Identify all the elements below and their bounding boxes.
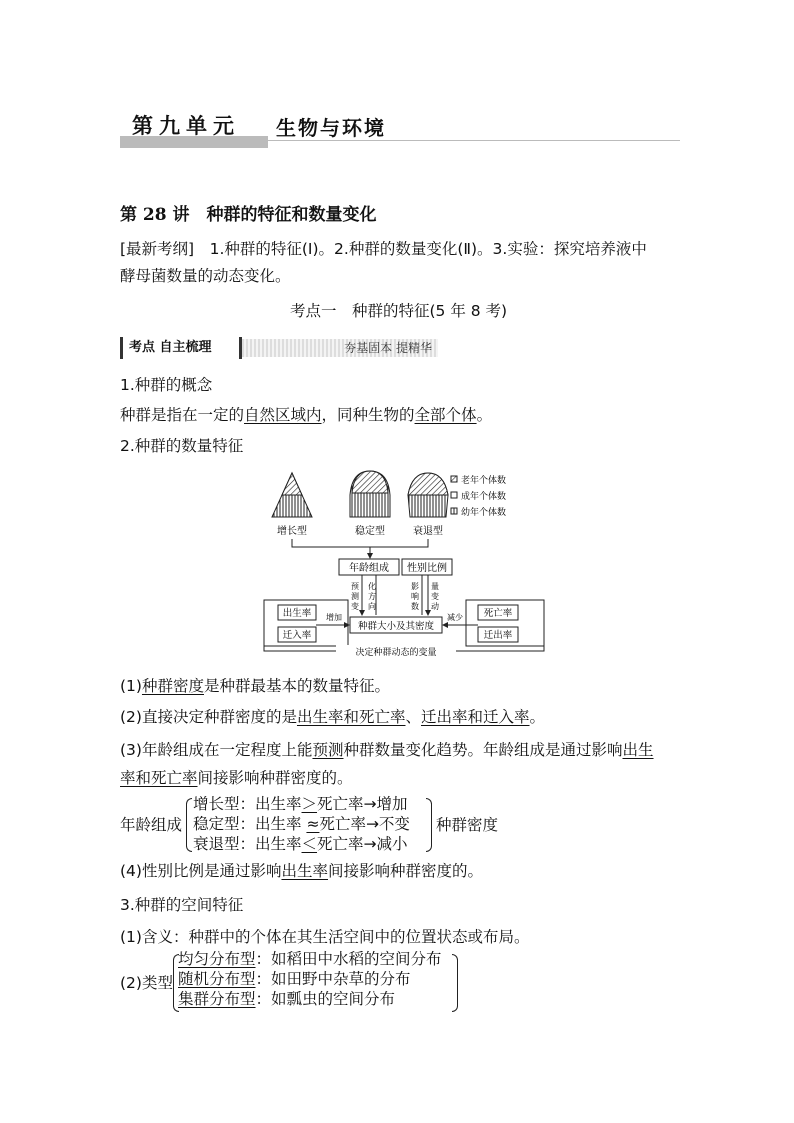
qty-1: 量 [431, 582, 439, 591]
unit-label: 第九单元 [132, 114, 240, 138]
p1-a: (1) [120, 677, 142, 695]
p3-underline-2: 出生 [622, 741, 654, 759]
label-growth: 增长型 [277, 526, 307, 537]
syllabus-line-2: 酵母菌数量的动态变化。 [120, 267, 291, 285]
death-label: 死亡率 [483, 608, 513, 619]
age-row-1 [193, 794, 408, 814]
age-label: 年龄组成 [349, 563, 389, 574]
age-brace-left [186, 798, 192, 852]
age-r2-a: 稳定型：出生率 [193, 815, 307, 833]
age-r2-sign: ≈ [306, 815, 320, 833]
age-r1-sign: ＞ [301, 795, 318, 813]
age-row-2 [193, 814, 410, 834]
s3-meaning: (1)含义：种群中的个体在其生活空间中的位置状态或布局。 [120, 928, 530, 946]
point-3-line-1 [120, 737, 654, 763]
s1-underline-1: 自然区域内 [244, 406, 322, 424]
p4-underline: 出生率 [281, 862, 328, 880]
change-1: 化 [368, 582, 376, 591]
syllabus-line-1: [最新考纲] 1.种群的特征(Ⅰ)。2.种群的数量变化(Ⅱ)。3.实验：探究培养液中 [120, 240, 647, 258]
section-banner [120, 337, 440, 359]
type-2-name: 随机分布型 [178, 970, 256, 988]
unit-header [120, 110, 680, 150]
type-row-1 [178, 949, 442, 969]
qty-2: 变 [431, 592, 439, 601]
section-title: 考点一 种群的特征(5 年 8 考) [290, 302, 508, 320]
age-brace-right [426, 798, 432, 852]
age-r3-a: 衰退型：出生率 [193, 835, 302, 853]
label-stable: 稳定型 [355, 526, 385, 537]
affect-1: 影 [411, 582, 419, 591]
change-3: 向 [368, 602, 376, 611]
type-2-desc: ：如田野中杂草的分布 [255, 970, 411, 988]
s1-text-b: ，同种生物的 [321, 406, 415, 424]
qty-3: 动 [431, 602, 439, 611]
decrease-label: 减少 [447, 613, 463, 622]
s1-text [120, 402, 492, 428]
unit-title: 生物与环境 [276, 116, 386, 140]
center-label: 种群大小及其密度 [357, 621, 435, 632]
p1-b: 是种群最基本的数量特征。 [203, 677, 390, 695]
point-4 [120, 858, 483, 884]
type-3-name: 集群分布型 [178, 990, 256, 1008]
affect-3: 数 [411, 602, 419, 611]
growth-pyramid [272, 473, 312, 517]
legend-adult-swatch [451, 492, 457, 498]
s1-underline-2: 全部个体 [414, 406, 477, 424]
age-r3-b: 死亡率→减小 [317, 835, 408, 853]
label-decline: 衰退型 [413, 526, 443, 537]
type-1-desc: ：如稻田中水稻的空间分布 [255, 950, 442, 968]
age-group-right: 种群密度 [436, 816, 499, 834]
lesson-title: 第 28 讲 种群的特征和数量变化 [120, 205, 377, 225]
age-r3-sign: ＜ [301, 835, 318, 853]
decline-pyramid [408, 473, 448, 517]
s1-text-a: 种群是指在一定的 [120, 406, 245, 424]
age-row-3 [193, 834, 408, 854]
increase-label: 增加 [326, 613, 342, 622]
type-3-desc: ：如瓢虫的空间分布 [255, 990, 396, 1008]
p3-underline-3: 率和死亡率 [120, 769, 198, 787]
s1-text-c: 。 [476, 406, 493, 424]
p2-underline-1: 出生率和死亡率 [296, 708, 406, 726]
birth-label: 出生率 [282, 608, 312, 619]
p2-b: 、 [405, 708, 421, 726]
p1-underline: 种群密度 [141, 677, 204, 695]
types-label: (2)类型 [120, 974, 173, 992]
age-r1-b: 死亡率→增加 [317, 795, 408, 813]
emig-label: 迁出率 [483, 630, 513, 641]
point-2 [120, 704, 545, 730]
legend-adult: 成年个体数 [461, 492, 507, 502]
p3-b: 种群数量变化趋势。年龄组成是通过影响 [343, 741, 623, 759]
predict-3: 变 [351, 602, 359, 611]
type-row-2 [178, 969, 411, 989]
s2-heading: 2.种群的数量特征 [120, 437, 244, 455]
type-row-3 [178, 989, 395, 1009]
banner-left: 考点 自主梳理 [120, 337, 242, 359]
p3-underline-1: 预测 [312, 741, 344, 759]
population-diagram [252, 465, 547, 660]
legend-old: 老年个体数 [461, 476, 507, 486]
change-2: 方 [368, 592, 376, 601]
sex-label: 性别比例 [407, 563, 447, 574]
age-group-label: 年龄组成 [120, 816, 183, 834]
age-r1-a: 增长型：出生率 [193, 795, 302, 813]
bottom-label: 决定种群动态的变量 [355, 648, 437, 658]
p3-c: 间接影响种群密度的。 [197, 769, 353, 787]
immig-label: 迁入率 [282, 630, 312, 641]
s1-heading: 1.种群的概念 [120, 376, 213, 394]
p3-a: (3)年龄组成在一定程度上能 [120, 741, 313, 759]
predict-1: 预 [351, 582, 359, 591]
p2-a: (2)直接决定种群密度的是 [120, 708, 297, 726]
banner-right: 夯基固本 提精华 [242, 339, 438, 357]
age-r2-b: 死亡率→不变 [319, 815, 410, 833]
s3-heading: 3.种群的空间特征 [120, 896, 244, 914]
point-3-line-2 [120, 765, 353, 791]
point-1 [120, 673, 390, 699]
type-1-name: 均匀分布型 [178, 950, 256, 968]
stable-pyramid [350, 471, 390, 517]
p4-b: 间接影响种群密度的。 [327, 862, 483, 880]
p2-c: 。 [529, 708, 546, 726]
predict-2: 测 [351, 592, 359, 601]
p2-underline-2: 迁出率和迁入率 [421, 708, 530, 726]
p4-a: (4)性别比例是通过影响 [120, 862, 282, 880]
legend-young: 幼年个体数 [461, 508, 507, 518]
legend-old-swatch [451, 476, 457, 482]
legend-young-swatch [451, 508, 457, 514]
affect-2: 响 [411, 592, 419, 601]
types-brace-right [452, 954, 458, 1012]
